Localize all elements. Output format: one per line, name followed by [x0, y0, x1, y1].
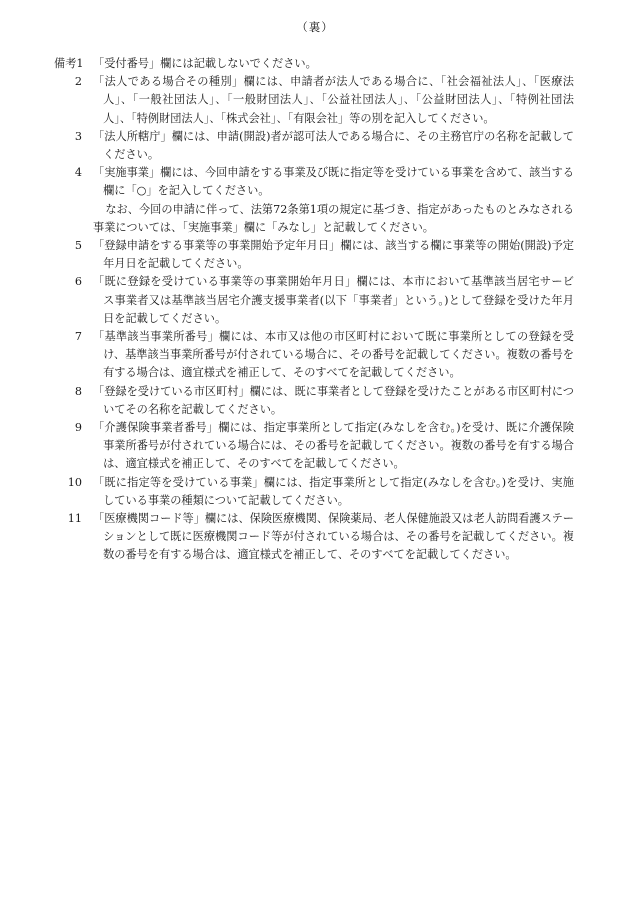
- note-text: 「登録申請をする事業等の事業開始予定年月日」欄には、該当する欄に事業等の開始(開設)予定年月日を記載してください。: [93, 239, 574, 271]
- note-number: 4: [74, 166, 82, 180]
- note-number: 11: [67, 512, 82, 526]
- page-title: （裏）: [296, 20, 334, 34]
- note-text: 「実施事業」欄には、今回申請をする事業及び既に指定等を受けている事業を含めて、該当する欄に「○」を記入してください。: [93, 166, 574, 198]
- note-number: 10: [67, 475, 82, 489]
- note-item-11: [54, 510, 574, 565]
- note-item-3: [54, 128, 574, 164]
- note-item-7: [54, 328, 574, 383]
- note-number: 6: [74, 275, 82, 289]
- note-text-supplement: なお、今回の申請に伴って、法第72条第1項の規定に基づき、指定があったものとみなされる事業については、「実施事業」欄に「みなし」と記載してください。: [93, 202, 574, 234]
- note-item-6: [54, 273, 574, 328]
- note-text: 「法人である場合その種別」欄には、申請者が法人である場合に、「社会福祉法人」、「医療法人」、「一般社団法人」、「一般財団法人」、「公益社団法人」、「公益財団法人」、「特例社団法人」、「特例財団法人」、「株式会社」、「有限会社」等の別を記入してください。: [93, 75, 574, 125]
- note-number: 8: [74, 384, 82, 398]
- note-number: 9: [74, 421, 82, 435]
- notes-list: [54, 55, 574, 565]
- note-text: 「医療機関コード等」欄には、保険医療機関、保険薬局、老人保健施設又は老人訪問看護ステーションとして既に医療機関コード等が付されている場合は、その番号を記載してください。複数の番号を有する場合は、適宜様式を補正して、そのすべてを記載してください。: [93, 512, 574, 562]
- note-number: 7: [74, 330, 82, 344]
- note-item-10: [54, 474, 574, 510]
- note-text: 「基準該当事業所番号」欄には、本市又は他の市区町村において既に事業所としての登録を受け、基準該当事業所番号が付されている場合に、その番号を記載してください。複数の番号を有する場合は、適宜様式を補正して、そのすべてを記載してください。: [93, 330, 574, 380]
- note-number: 2: [74, 75, 82, 89]
- note-item-5: [54, 237, 574, 273]
- note-number: 3: [74, 129, 82, 143]
- note-item-1: [54, 55, 574, 73]
- note-item-4: [54, 164, 574, 237]
- note-number: 5: [74, 239, 82, 253]
- note-text: 「既に登録を受けている事業等の事業開始年月日」欄には、本市において基準該当居宅サービス事業者又は基準該当居宅介護支援事業者(以下「事業者」という。)として登録を受けた年月日を記載してください。: [93, 275, 574, 325]
- note-text-block: [93, 164, 574, 237]
- note-item-2: [54, 73, 574, 128]
- note-text: 「受付番号」欄には記載しないでください。: [93, 57, 317, 70]
- note-text: 「既に指定等を受けている事業」欄には、指定事業所として指定(みなしを含む。)を受け、実施している事業の種類について記載してください。: [93, 475, 574, 507]
- note-text: 「介護保険事業者番号」欄には、指定事業所として指定(みなしを含む。)を受け、既に介護保険事業所番号が付されている場合には、その番号を記載してください。複数の番号を有する場合は、適宜様式を補正して、そのすべてを記載してください。: [93, 421, 574, 471]
- note-text: 「登録を受けている市区町村」欄には、既に事業者として登録を受けたことがある市区町村についてその名称を記載してください。: [93, 384, 574, 416]
- note-item-9: [54, 419, 574, 474]
- note-text: 「法人所轄庁」欄には、申請(開設)者が認可法人である場合に、その主務官庁の名称を記載してください。: [93, 129, 574, 162]
- note-item-8: [54, 383, 574, 419]
- note-number: 備考1: [54, 57, 84, 70]
